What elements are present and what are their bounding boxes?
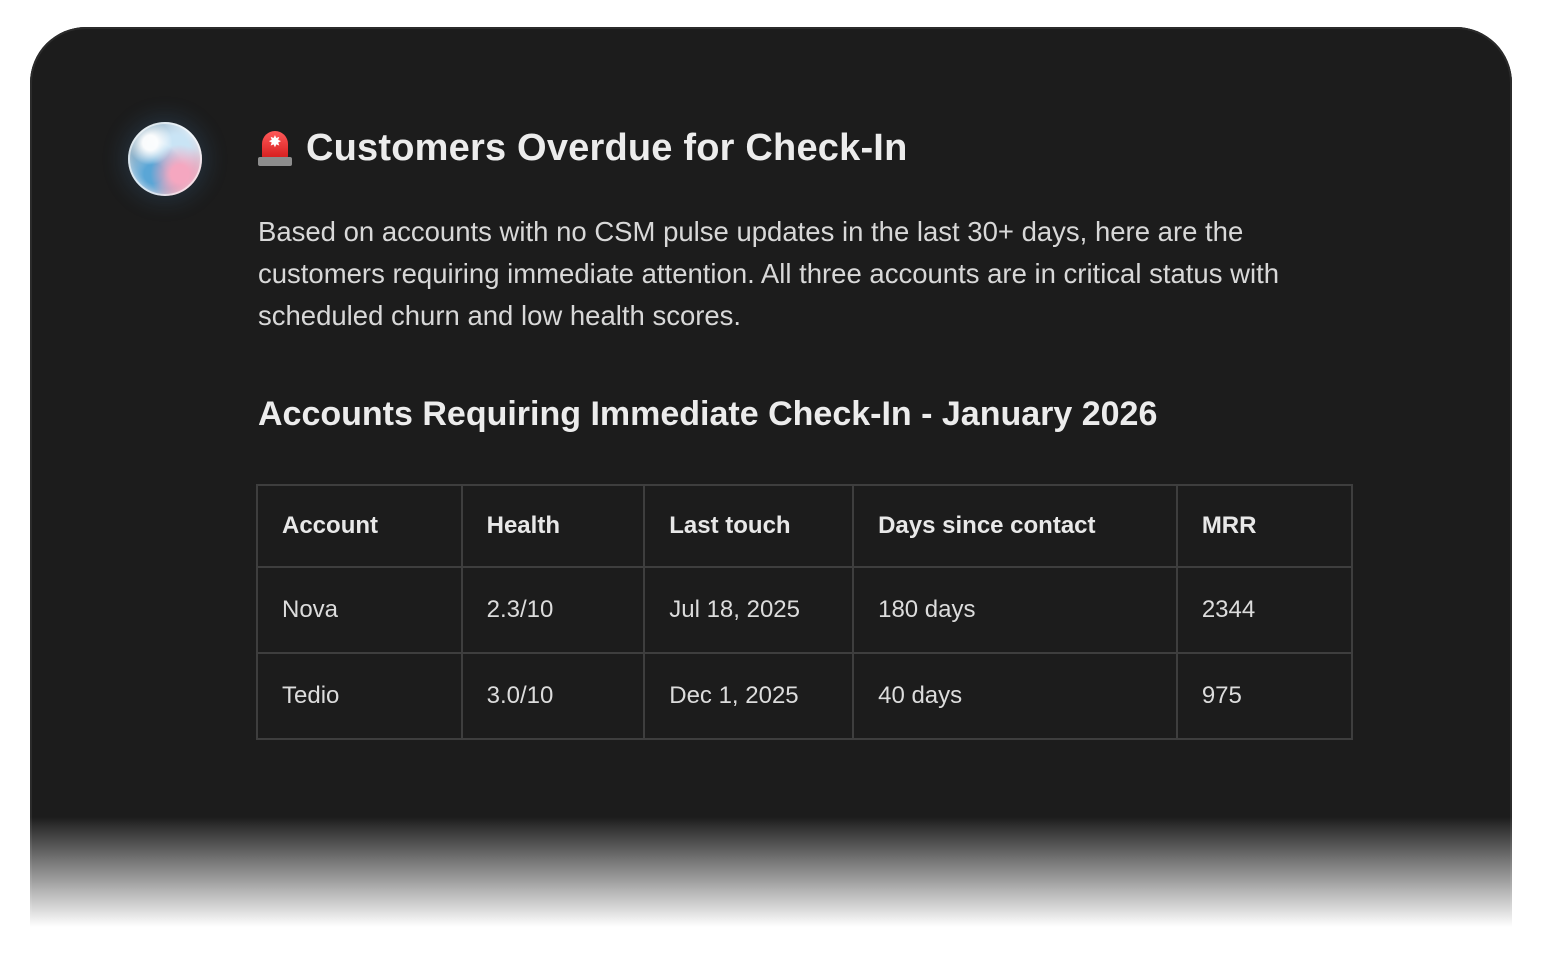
column-header-days-since-contact: Days since contact (853, 485, 1177, 567)
cell-last-touch: Dec 1, 2025 (644, 653, 853, 739)
message-intro-text: Based on accounts with no CSM pulse updates in the last 30+ days, here are the customers requiring immediate attention. All three accounts are in critical status with scheduled churn and low health scores. (258, 216, 1280, 331)
cell-account: Tedio (257, 653, 462, 739)
cell-last-touch: Jul 18, 2025 (644, 567, 853, 653)
bottom-fade-overlay (30, 817, 1512, 927)
section-title: Accounts Requiring Immediate Check-In - January 2026 (258, 395, 1158, 433)
cell-days-since-contact: 180 days (853, 567, 1177, 653)
table-row (257, 653, 1352, 739)
message-title: Customers Overdue for Check-In (306, 126, 908, 169)
message-title-row (258, 122, 907, 174)
table-row (257, 567, 1352, 653)
column-header-mrr: MRR (1177, 485, 1352, 567)
assistant-avatar (128, 122, 202, 196)
cell-account: Nova (257, 567, 462, 653)
column-header-last-touch: Last touch (644, 485, 853, 567)
cell-health: 2.3/10 (462, 567, 645, 653)
cell-days-since-contact: 40 days (853, 653, 1177, 739)
column-header-health: Health (462, 485, 645, 567)
cell-mrr: 2344 (1177, 567, 1352, 653)
table-header-row (257, 485, 1352, 567)
accounts-table (256, 484, 1353, 740)
cell-mrr: 975 (1177, 653, 1352, 739)
cell-health: 3.0/10 (462, 653, 645, 739)
siren-icon: ✸ (258, 129, 292, 167)
chat-message-card (30, 27, 1512, 927)
column-header-account: Account (257, 485, 462, 567)
